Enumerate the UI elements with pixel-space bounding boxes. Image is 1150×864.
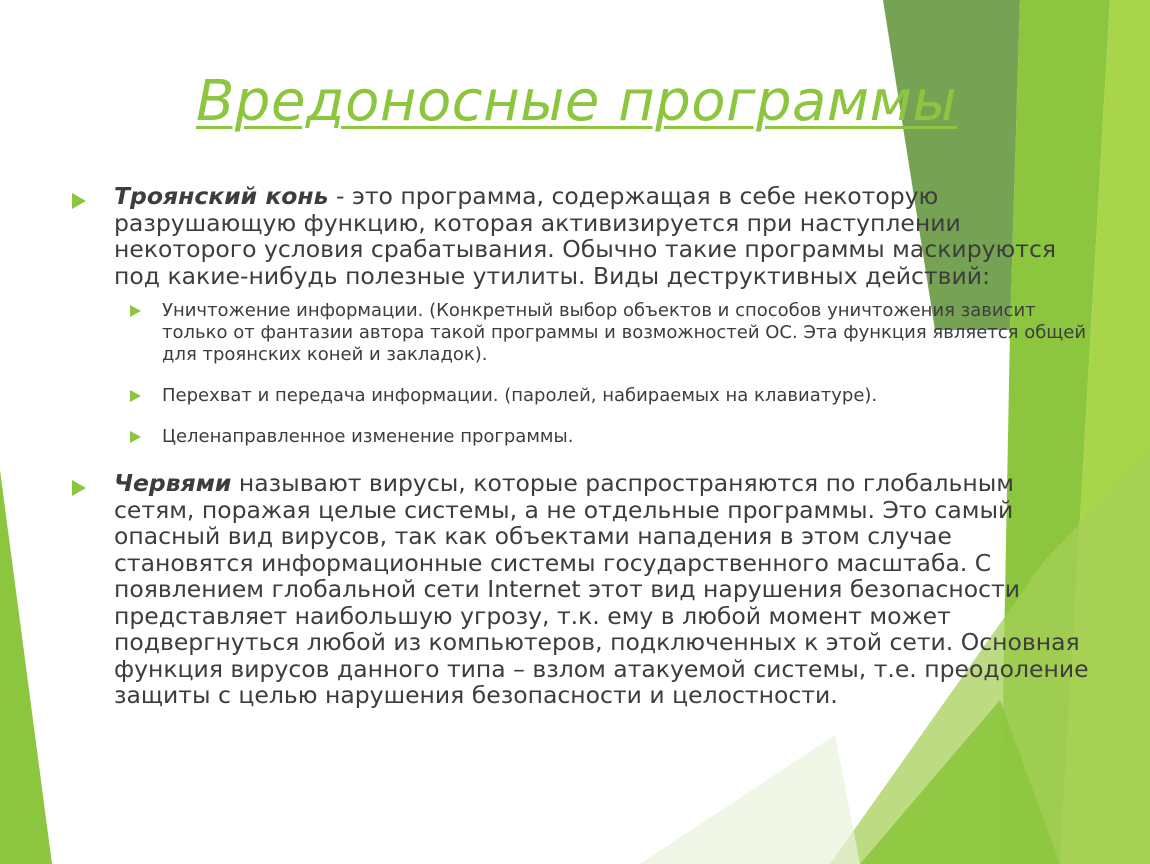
sub-item-text: Перехват и передача информации. (паролей, набираемых на клавиатуре). [162,385,878,406]
slide-title: Вредоносные программы [196,69,958,134]
list-item-worms [72,470,1092,709]
sub-list-item [72,300,1092,366]
triangle-right-bullet-icon [72,193,86,209]
triangle-right-bullet-icon [130,431,141,443]
worms-separator [231,469,238,497]
triangle-right-bullet-icon [130,390,141,402]
sub-item-text: Целенаправленное изменение программы. [162,426,574,447]
triangle-right-bullet-icon [72,480,86,496]
triangle-right-bullet-icon [130,305,141,317]
trojan-subitems [72,300,1092,448]
sub-list-item [72,426,1092,448]
trojan-separator: - [328,182,352,210]
worms-paragraph [114,470,1092,709]
trojan-paragraph [114,183,1092,289]
sub-list-item [72,385,1092,407]
sub-item-text: Уничтожение информации. (Конкретный выбор объектов и способов уничтожения зависит только от фантазии автора такой программы и возможностей ОС. Эта функция является общей для троянских коней и закладок). [162,300,1087,365]
trojan-term: Троянский конь [114,182,329,210]
left-green-sliver [0,470,52,864]
worms-text: называют вирусы, которые распространяются по глобальным сетям, поражая целые системы, а не отдельные программы. Это самый опасный вид вирусов, так как объектами нападения в этом случае становятся информационные системы государственного масштаба. С появлением глобальной сети Internet этот вид нарушения безопасности представляет наибольшую угрозу, т.к. ему в любой момент может подвергнуться любой из компьютеров, подключенных к этой сети. Основная функция вирусов данного типа – взлом атакуемой системы, т.е. преодоление защиты с целью нарушения безопасности и целостности. [114,469,1089,709]
list-item-trojan [72,183,1092,289]
worms-term: Червями [114,469,232,497]
content-list [72,183,1092,709]
trojan-text: это программа, содержащая в себе некоторую разрушающую функцию, которая активизируется при наступлении некоторого условия срабатывания. Обычно такие программы маскируются под какие-нибудь полезные утилиты. Виды деструктивных действий: [114,182,1057,290]
faint-lower-triangle [640,735,860,864]
